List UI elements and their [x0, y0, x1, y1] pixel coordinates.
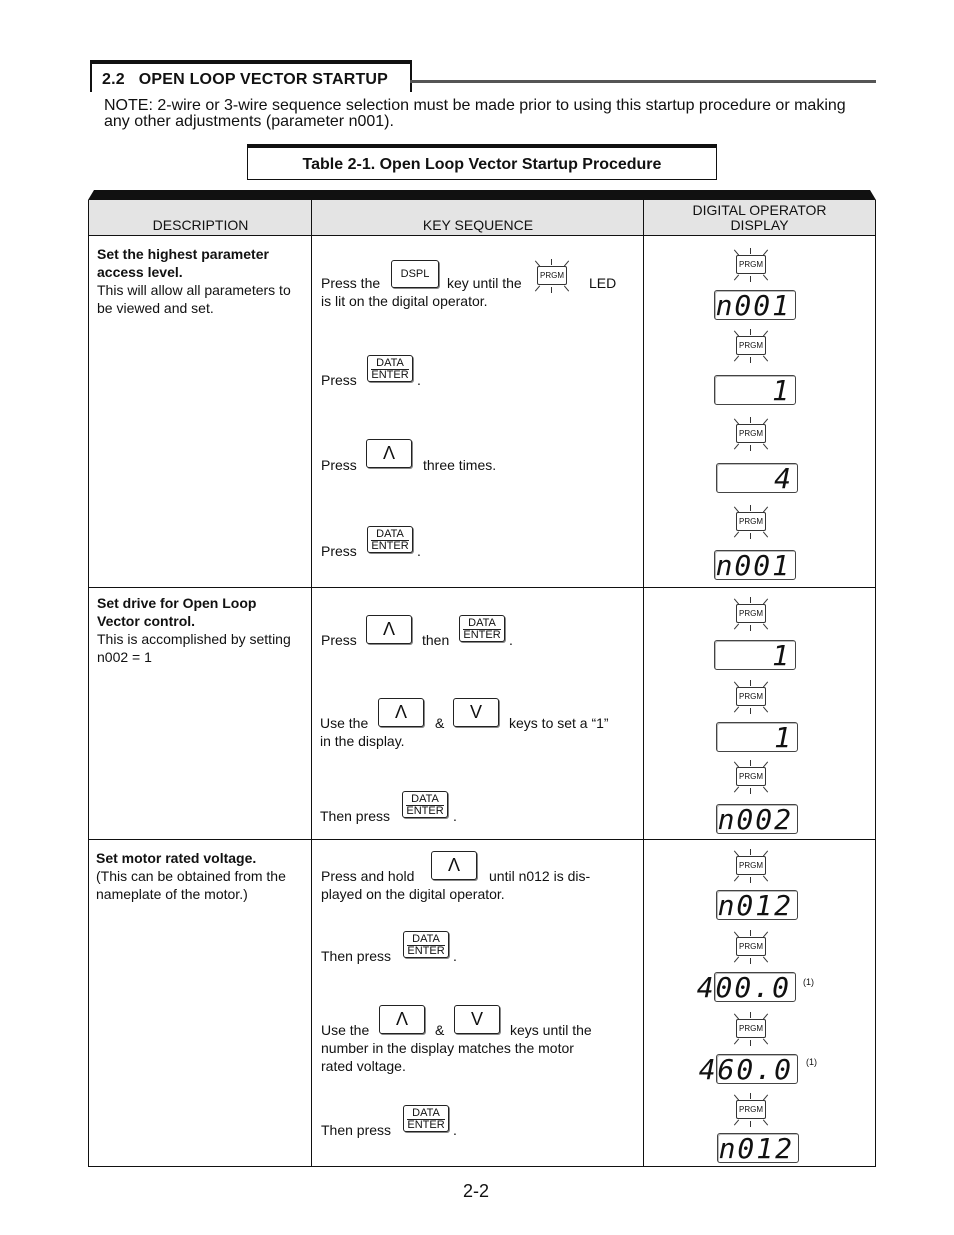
prgm-led — [535, 259, 569, 293]
procedure-table — [88, 190, 876, 1167]
seven-segment-display: 1 — [716, 722, 798, 752]
table-body — [88, 200, 876, 1167]
prgm-led — [734, 1012, 768, 1046]
row3-step3-text: Use the — [321, 1022, 370, 1038]
row3-step3-text: keys until the — [510, 1022, 592, 1038]
seven-segment-display: n001 — [714, 550, 796, 580]
row2-desc-body: This is accomplished by setting n002 = 1 — [97, 631, 291, 665]
prgm-led — [734, 1093, 768, 1127]
period: . — [417, 543, 421, 559]
row2-step2-text: & — [435, 715, 445, 731]
footnote-marker: (1) — [803, 977, 814, 987]
prgm-led-label: PRGM — [736, 767, 766, 786]
dspl-key[interactable]: DSPL — [391, 260, 439, 288]
up-arrow-key[interactable]: Λ — [379, 1005, 425, 1034]
down-arrow-key[interactable]: V — [454, 1005, 500, 1034]
prgm-led-label: PRGM — [736, 937, 766, 956]
row1-step4-text: Press — [321, 543, 357, 559]
row2-description — [97, 594, 297, 666]
row3-desc-body: (This can be obtained from the nameplate of the motor.) — [96, 868, 286, 902]
row1-desc-body: This will allow all parameters to be viewed and set. — [97, 282, 291, 316]
prgm-led-label: PRGM — [736, 424, 766, 443]
up-arrow-key[interactable]: Λ — [431, 851, 477, 880]
section-tab — [90, 60, 412, 92]
down-arrow-key[interactable]: V — [453, 698, 499, 727]
section-header — [90, 60, 876, 92]
prgm-led — [734, 248, 768, 282]
prgm-led — [734, 680, 768, 714]
table-top-bar — [88, 190, 876, 200]
period: . — [453, 1122, 457, 1138]
seven-segment-display: n002 — [716, 804, 798, 834]
prgm-led-label: PRGM — [736, 512, 766, 531]
seven-segment-display: n012 — [716, 890, 798, 920]
footnote-marker: (1) — [806, 1057, 817, 1067]
row2-step3-text: Then press — [320, 808, 391, 824]
data-enter-key[interactable]: DATA ENTER — [367, 526, 413, 553]
row1-step3-text: three times. — [423, 457, 497, 473]
column-divider — [311, 200, 312, 1166]
row1-step1-text: Press the — [321, 275, 381, 291]
prgm-led — [734, 417, 768, 451]
row-divider — [89, 839, 875, 840]
prgm-led-label: PRGM — [736, 856, 766, 875]
prgm-led-label: PRGM — [736, 1019, 766, 1038]
data-enter-key[interactable]: DATA ENTER — [367, 355, 413, 382]
period: . — [453, 948, 457, 964]
data-enter-key[interactable]: DATA ENTER — [402, 791, 448, 818]
prgm-led — [734, 930, 768, 964]
row3-step3-text: & — [435, 1022, 445, 1038]
prgm-led — [734, 849, 768, 883]
period: . — [509, 632, 513, 648]
row2-step2-text: keys to set a “1” — [509, 715, 609, 731]
period: . — [417, 372, 421, 388]
row2-step1-text: then — [422, 632, 450, 648]
row3-desc-title: Set motor rated voltage. — [96, 850, 257, 866]
page-number: 2-2 — [463, 1181, 490, 1201]
row2-desc-title: Set drive for Open Loop Vector control. — [97, 595, 257, 629]
seven-segment-display: 400.0 — [714, 972, 796, 1002]
row1-step1-text: is lit on the digital operator. — [321, 293, 488, 309]
row1-desc-title: Set the highest parameter access level. — [97, 246, 269, 280]
prgm-led-label: PRGM — [736, 604, 766, 623]
up-arrow-key[interactable]: Λ — [366, 615, 412, 644]
data-enter-key[interactable]: DATA ENTER — [403, 1105, 449, 1132]
seven-segment-display: 4 — [716, 463, 798, 493]
header-description: DESCRIPTION — [89, 200, 312, 236]
prgm-led-label: PRGM — [736, 255, 766, 274]
prgm-led — [734, 760, 768, 794]
seven-segment-display: 1 — [714, 640, 796, 670]
row2-step2-text: Use the — [320, 715, 369, 731]
prgm-led-label: PRGM — [736, 1100, 766, 1119]
section-rule — [410, 80, 876, 83]
row3-step2-text: Then press — [321, 948, 392, 964]
row3-step3-text: rated voltage. — [321, 1058, 406, 1074]
table-caption — [247, 144, 717, 180]
seven-segment-display: 1 — [714, 375, 796, 405]
period: . — [453, 808, 457, 824]
row2-step2-text: in the display. — [320, 733, 405, 749]
row-divider — [89, 587, 875, 588]
data-enter-key[interactable]: DATA ENTER — [459, 615, 505, 642]
section-title: 2.2 OPEN LOOP VECTOR STARTUP — [102, 71, 389, 88]
prgm-led-label: PRGM — [736, 336, 766, 355]
seven-segment-display: 460.0 — [716, 1054, 798, 1084]
up-arrow-key[interactable]: Λ — [378, 698, 424, 727]
up-arrow-key[interactable]: Λ — [366, 439, 412, 468]
row2-step1-text: Press — [321, 632, 357, 648]
row1-description — [97, 245, 297, 317]
row3-step1-text: played on the digital operator. — [321, 886, 505, 902]
prgm-led — [734, 597, 768, 631]
header-key-sequence: KEY SEQUENCE — [312, 200, 644, 236]
header-display: DIGITAL OPERATOR DISPLAY — [644, 200, 875, 236]
prgm-led-label: PRGM — [537, 266, 567, 285]
row3-step3-text: number in the display matches the motor — [321, 1040, 574, 1056]
table-caption-text: Table 2-1. Open Loop Vector Startup Procedure — [302, 156, 662, 173]
note-text: NOTE: 2-wire or 3-wire sequence selection must be made prior to using this startup procedure or making any other adjustments (parameter n001). — [104, 97, 846, 130]
row3-description — [96, 849, 296, 903]
prgm-led-label: PRGM — [736, 687, 766, 706]
row1-step1-text: LED — [589, 275, 617, 291]
row3-step1-text: Press and hold — [321, 868, 415, 884]
seven-segment-display: n012 — [717, 1133, 799, 1163]
row1-step2-text: Press — [321, 372, 357, 388]
column-divider — [643, 200, 644, 1166]
row3-step1-text: until n012 is dis- — [489, 868, 591, 884]
seven-segment-display: n001 — [714, 290, 796, 320]
row1-step1-text: key until the — [447, 275, 522, 291]
prgm-led — [734, 329, 768, 363]
prgm-led — [734, 505, 768, 539]
row3-step4-text: Then press — [321, 1122, 392, 1138]
data-enter-key[interactable]: DATA ENTER — [403, 931, 449, 958]
row1-step3-text: Press — [321, 457, 357, 473]
